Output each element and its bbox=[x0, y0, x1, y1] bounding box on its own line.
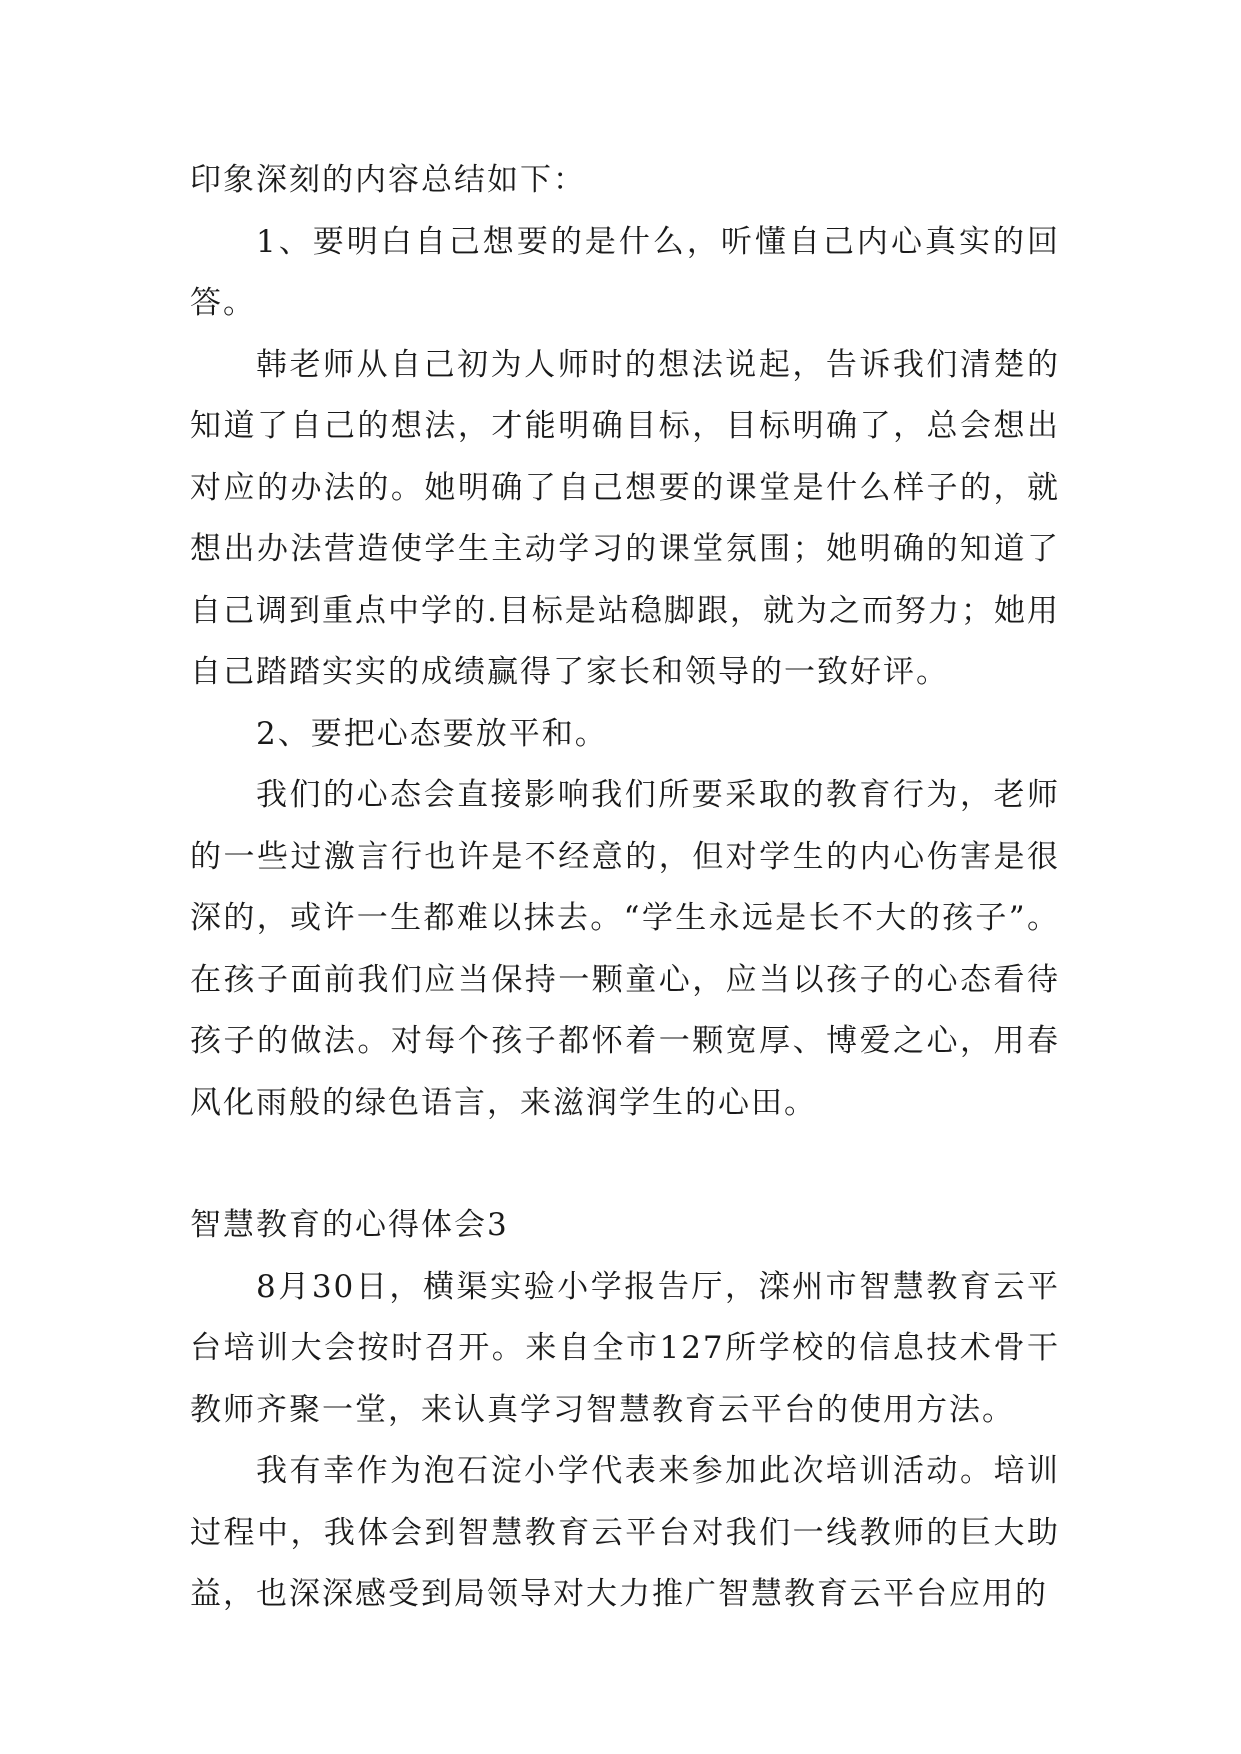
document-body bbox=[190, 150, 1060, 1626]
section-paragraph-1: 8月30日，横渠实验小学报告厅，滦州市智慧教育云平台培训大会按时召开。来自全市127所学校的信息技术骨干教师齐聚一堂，来认真学习智慧教育云平台的使用方法。 bbox=[190, 1268, 1060, 1428]
point-2-heading: 2、要把心态要放平和。 bbox=[256, 715, 608, 752]
section-title: 智慧教育的心得体会3 bbox=[190, 1207, 509, 1243]
summary-intro: 印象深刻的内容总结如下： bbox=[190, 162, 586, 198]
section-paragraph-2: 我有幸作为泡石淀小学代表来参加此次培训活动。培训过程中，我体会到智慧教育云平台对我们一线教师的巨大助益，也深深感受到局领导对大力推广智慧教育云平台应用的 bbox=[190, 1453, 1060, 1612]
point-2-body: 我们的心态会直接影响我们所要采取的教育行为，老师的一些过激言行也许是不经意的，但对学生的内心伤害是很深的，或许一生都难以抹去。“学生永远是长不大的孩子”。在孩子面前我们应当保持一颗童心，应当以孩子的心态看待孩子的做法。对每个孩子都怀着一颗宽厚、博爱之心，用春风化雨般的绿色语言，来滋润学生的心田。 bbox=[190, 777, 1060, 1121]
point-1-heading: 1、要明白自己想要的是什么，听懂自己内心真实的回答。 bbox=[190, 223, 1060, 321]
point-1-body: 韩老师从自己初为人师时的想法说起，告诉我们清楚的知道了自己的想法，才能明确目标，目标明确了，总会想出对应的办法的。她明确了自己想要的课堂是什么样子的，就想出办法营造使学生主动学习的课堂氛围；她明确的知道了自己调到重点中学的.目标是站稳脚跟，就为之而努力；她用自己踏踏实实的成绩赢得了家长和领导的一致好评。 bbox=[190, 346, 1060, 690]
